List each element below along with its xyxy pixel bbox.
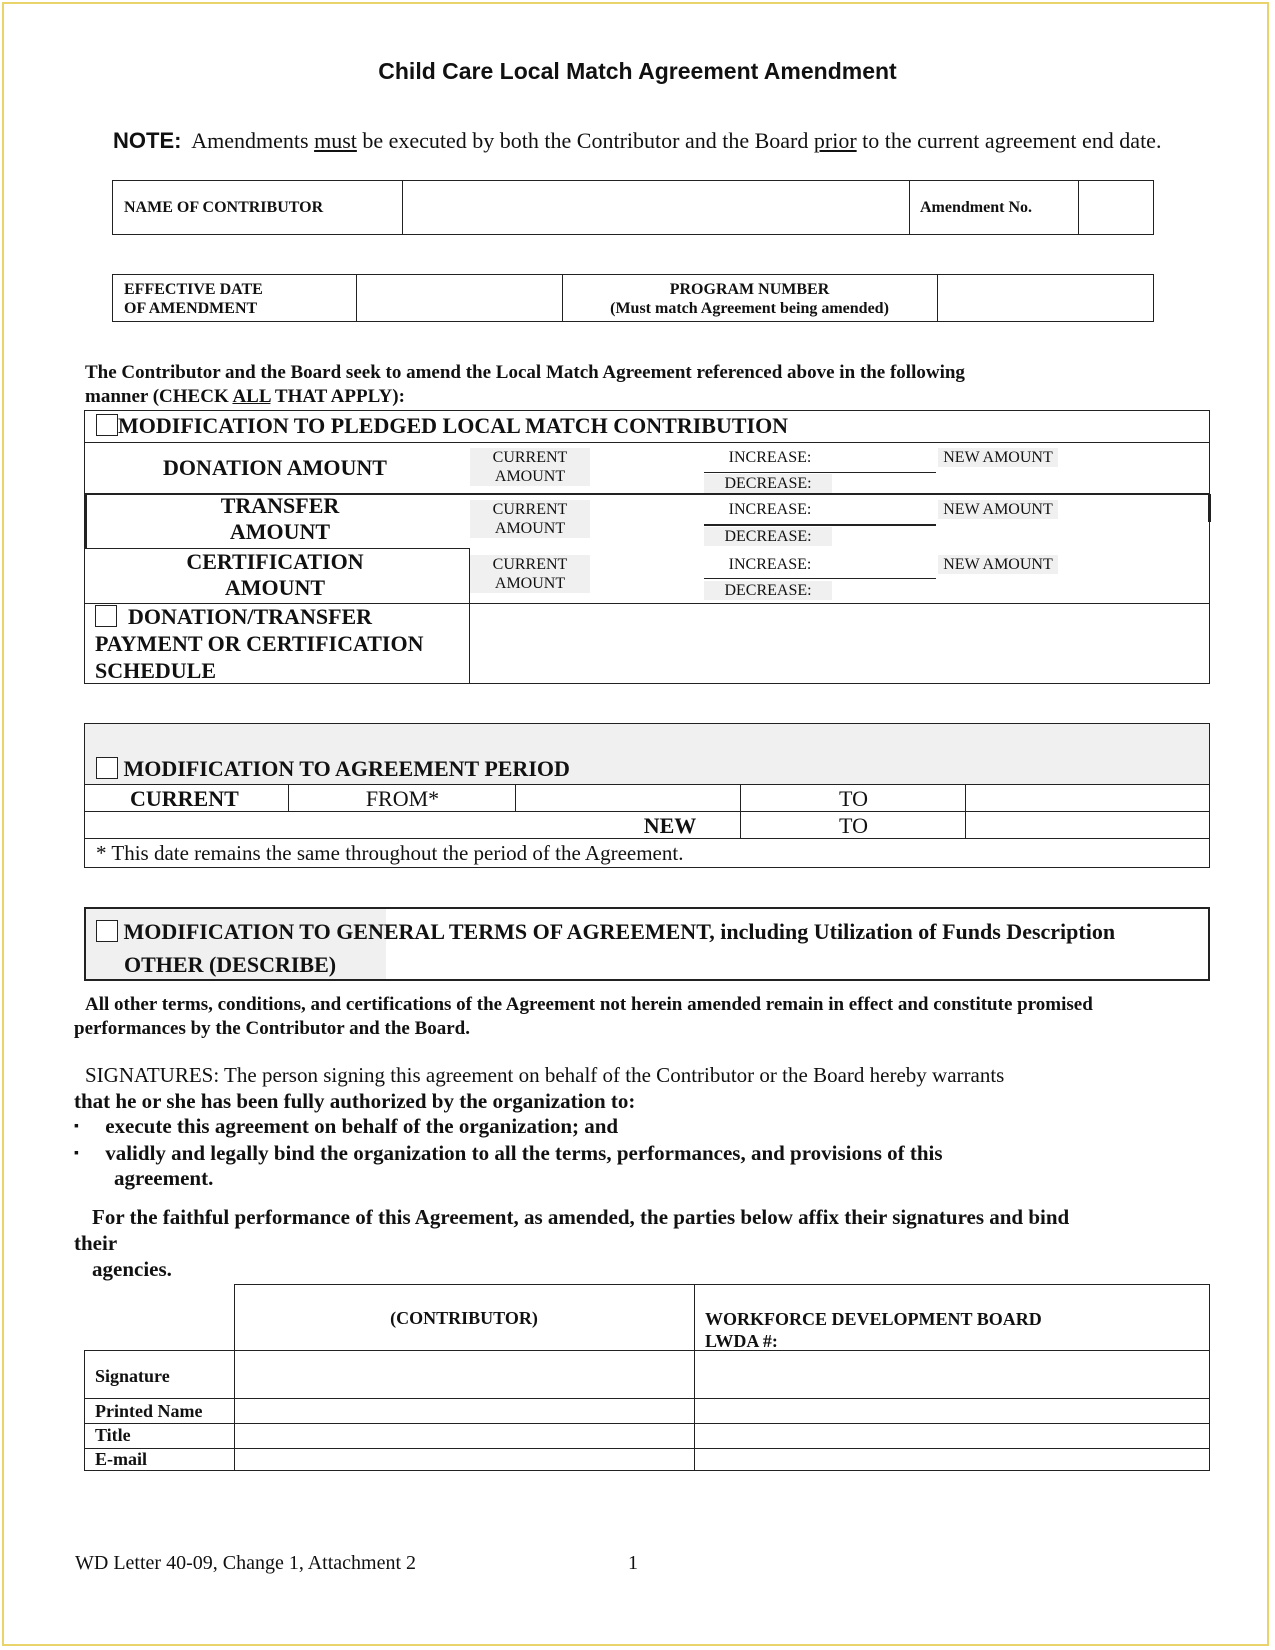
board-header: WORKFORCE DEVELOPMENT BOARD LWDA #:	[705, 1309, 1042, 1351]
note-must: must	[314, 128, 357, 153]
faithful-line1: For the faithful performance of this Agreement, as amended, the parties below affix their signatures and bind	[92, 1205, 1070, 1229]
donation-decrease-label: DECREASE:	[704, 474, 832, 493]
footer-reference: WD Letter 40-09, Change 1, Attachment 2	[75, 1552, 417, 1574]
faithful-line3: agencies.	[92, 1257, 172, 1281]
amendment-no-field[interactable]	[1080, 182, 1152, 233]
note-pre: Amendments	[191, 128, 309, 153]
page-title: Child Care Local Match Agreement Amendment	[378, 58, 897, 84]
other-describe-label: OTHER (DESCRIBE)	[124, 952, 337, 977]
intro-line1: The Contributor and the Board seek to amend the Local Match Agreement referenced above in the following	[85, 362, 965, 383]
donation-new-label: NEW AMOUNT	[938, 448, 1058, 467]
period-new-to-field[interactable]	[967, 813, 1208, 837]
board-signature-field[interactable]	[696, 1352, 1208, 1396]
certification-amount-label: CERTIFICATION AMOUNT	[186, 549, 364, 600]
name-of-contributor-label: NAME OF CONTRIBUTOR	[124, 199, 324, 216]
period-to-field[interactable]	[967, 786, 1208, 810]
intro-line2: manner (CHECK ALL THAT APPLY):	[85, 386, 405, 407]
note-prior: prior	[813, 128, 857, 153]
general-heading: MODIFICATION TO GENERAL TERMS OF AGREEMENT, including Utilization of Funds Description	[96, 919, 1115, 945]
certification-increase-label: INCREASE:	[728, 556, 812, 573]
signatures-bullet2-cont: agreement.	[114, 1166, 214, 1190]
sig-row-email: E-mail	[95, 1449, 147, 1469]
sig-row-title: Title	[95, 1425, 131, 1445]
schedule-checkbox[interactable]	[95, 605, 117, 627]
period-checkbox[interactable]	[96, 757, 118, 779]
note-label: NOTE:	[113, 128, 182, 153]
contributor-signature-field[interactable]	[236, 1352, 692, 1396]
period-from-field[interactable]	[517, 786, 738, 810]
page-number: 1	[628, 1552, 638, 1574]
donation-current-label: CURRENT AMOUNT	[470, 448, 590, 486]
signatures-bullet1: ▪ execute this agreement on behalf of the organization; and	[74, 1114, 619, 1138]
donation-increase-label: INCREASE:	[728, 449, 812, 466]
contributor-header: (CONTRIBUTOR)	[390, 1308, 538, 1328]
signatures-line2: that he or she has been fully authorized by the organization to:	[74, 1089, 636, 1113]
contributor-name-field[interactable]	[404, 182, 907, 233]
donation-amount-label: DONATION AMOUNT	[163, 455, 387, 480]
signatures-line1: SIGNATURES: The person signing this agreement on behalf of the Contributor or the Board hereby warrants	[85, 1063, 1005, 1087]
effective-date-field[interactable]	[358, 276, 560, 320]
period-new-label: NEW	[643, 813, 697, 838]
period-footnote: * This date remains the same throughout the period of the Agreement.	[96, 841, 684, 865]
certification-decrease-label: DECREASE:	[704, 581, 832, 600]
note	[113, 128, 1161, 154]
period-from-label: FROM*	[365, 786, 440, 811]
period-new-to-label: TO	[839, 813, 868, 838]
terms-line2: performances by the Contributor and the Board.	[74, 1018, 471, 1039]
period-to-label: TO	[839, 786, 868, 811]
transfer-increase-label: INCREASE:	[728, 501, 812, 518]
pledge-heading: MODIFICATION TO PLEDGED LOCAL MATCH CONTRIBUTION	[96, 413, 788, 439]
transfer-current-label: CURRENT AMOUNT	[470, 500, 590, 538]
effective-date-label: EFFECTIVE DATE OF AMENDMENT	[124, 281, 263, 317]
transfer-amount-label: TRANSFER AMOUNT	[220, 493, 340, 544]
signatures-bullet2: ▪ validly and legally bind the organization to all the terms, performances, and provisions of this	[74, 1141, 943, 1165]
certification-new-label: NEW AMOUNT	[938, 555, 1058, 574]
note-post: to the current agreement end date.	[862, 128, 1162, 153]
pledge-checkbox[interactable]	[96, 414, 118, 436]
sig-row-signature: Signature	[95, 1366, 170, 1386]
terms-line1: All other terms, conditions, and certifications of the Agreement not herein amended remain in effect and constitute promised	[85, 994, 1093, 1015]
transfer-new-label: NEW AMOUNT	[938, 500, 1058, 519]
amendment-no-label: Amendment No.	[920, 199, 1032, 216]
period-heading: MODIFICATION TO AGREEMENT PERIOD	[96, 756, 570, 782]
faithful-line2: their	[74, 1231, 118, 1255]
transfer-decrease-label: DECREASE:	[704, 527, 832, 546]
sig-row-printed-name: Printed Name	[95, 1401, 203, 1421]
program-number-field[interactable]	[939, 276, 1152, 320]
schedule-label: DONATION/TRANSFER PAYMENT OR CERTIFICATION SCHEDULE	[95, 604, 424, 683]
program-number-label: PROGRAM NUMBER (Must match Agreement being amended)	[610, 281, 889, 317]
note-mid: be executed by both the Contributor and the Board	[362, 128, 809, 153]
schedule-field[interactable]	[471, 605, 1208, 682]
general-checkbox[interactable]	[96, 920, 118, 942]
period-current-label: CURRENT	[130, 786, 239, 811]
certification-current-label: CURRENT AMOUNT	[470, 555, 590, 593]
